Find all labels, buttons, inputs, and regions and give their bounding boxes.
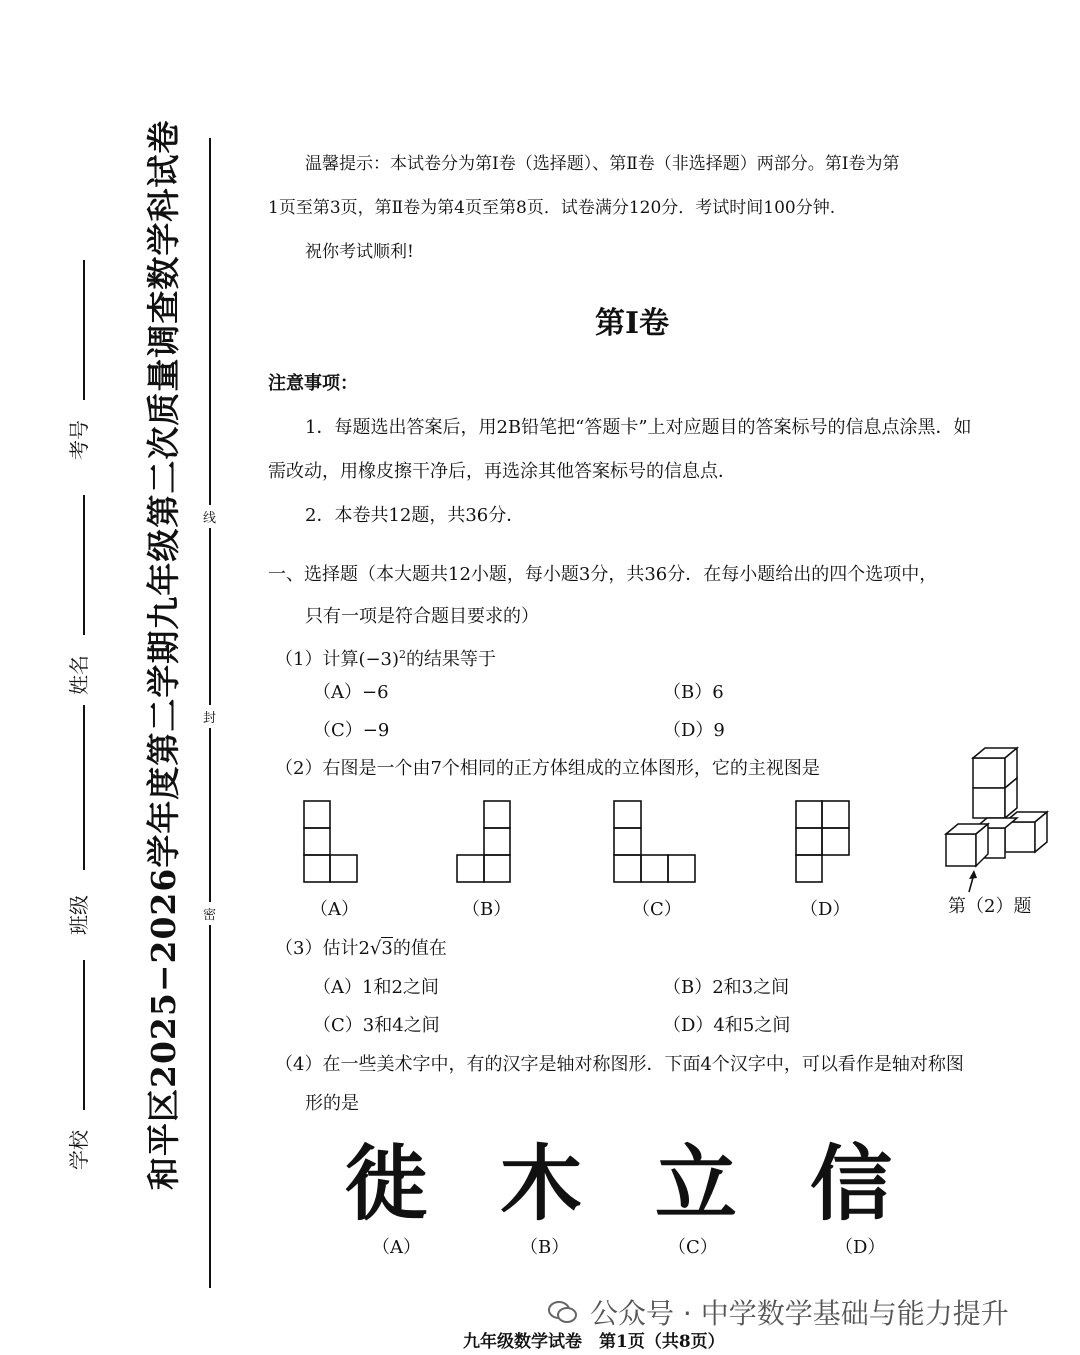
- q3-stem-pre: （3）估计2: [275, 938, 370, 959]
- seal-char-xian: 线: [203, 505, 216, 528]
- q2-figure-caption: 第（2）题: [948, 896, 1032, 917]
- q4-option-c-label: （C）: [668, 1237, 718, 1258]
- q1-option-a: （A）−6: [313, 682, 389, 703]
- tip-line-2: 1页至第3页，第Ⅱ卷为第4页至第8页．试卷满分120分．考试时间100分钟.: [268, 198, 836, 218]
- q2-option-d-label: （D）: [800, 899, 851, 920]
- field-school-label: 学校: [67, 1130, 91, 1170]
- q4-char-a: 徙: [345, 1137, 428, 1232]
- q1-stem-expr: (−3): [358, 649, 400, 670]
- q1-stem-sup: 2: [399, 648, 407, 661]
- q2-option-d-figure: [795, 800, 851, 884]
- part-one-line-1: 一、选择题（本大题共12小题，每小题3分，共36分．在每小题给出的四个选项中，: [268, 564, 938, 585]
- watermark-text: 公众号 · 中学数学基础与能力提升: [590, 1297, 1009, 1330]
- q1-option-d: （D）9: [663, 720, 725, 741]
- notes-item-1-line-2: 需改动，用橡皮擦干净后，再选涂其他答案标号的信息点．: [268, 461, 736, 482]
- q1-stem-pre: （1）计算: [275, 649, 359, 670]
- field-school-line: [83, 960, 85, 1110]
- notes-heading: 注意事项：: [268, 373, 358, 394]
- q4-option-b-label: （B）: [520, 1237, 570, 1258]
- q4-char-c: 立: [655, 1137, 738, 1232]
- q1-option-b: （B）6: [663, 682, 724, 703]
- q3-option-b: （B）2和3之间: [663, 977, 790, 998]
- field-exam-no-line: [83, 260, 85, 400]
- q1-stem: [275, 643, 496, 672]
- tip-line-3: 祝你考试顺利!: [305, 242, 414, 262]
- q4-char-b: 木: [500, 1137, 583, 1232]
- q2-stem: （2）右图是一个由7个相同的正方体组成的立体图形，它的主视图是: [275, 758, 820, 779]
- tip-line-1: 温馨提示：本试卷分为第Ⅰ卷（选择题）、第Ⅱ卷（非选择题）两部分。第Ⅰ卷为第: [305, 154, 900, 174]
- section-title: 第Ⅰ卷: [595, 306, 670, 341]
- wechat-icon: [548, 1299, 578, 1325]
- field-name-line: [83, 495, 85, 635]
- q3-option-a: （A）1和2之间: [313, 977, 439, 998]
- seal-char-mi: 密: [203, 902, 216, 925]
- q2-option-b-figure: [456, 800, 512, 884]
- seal-char-feng: 封: [203, 705, 216, 728]
- q4-option-a-label: （A）: [372, 1237, 421, 1258]
- notes-item-1-line-1: 1．每题选出答案后，用2B铅笔把“答题卡”上对应题目的答案标号的信息点涂黑．如: [305, 417, 972, 438]
- q2-option-b-label: （B）: [462, 899, 512, 920]
- q4-stem-line-2: 形的是: [305, 1093, 359, 1114]
- q1-option-c: （C）−9: [313, 720, 390, 741]
- q3-stem-root: 3: [381, 938, 393, 959]
- q2-option-a-label: （A）: [310, 899, 359, 920]
- sqrt-icon: √: [369, 938, 382, 959]
- q4-stem-line-1: （4）在一些美术字中，有的汉字是轴对称图形．下面4个汉字中，可以看作是轴对称图: [275, 1054, 964, 1075]
- page-footer: 九年级数学试卷 第1页（共8页）: [463, 1332, 725, 1352]
- q3-stem-post: 的值在: [392, 938, 447, 959]
- part-one-line-2: 只有一项是符合题目要求的）: [305, 606, 539, 627]
- field-class-label: 班级: [67, 895, 91, 935]
- q2-solid-figure: [943, 746, 1053, 894]
- q3-stem: [275, 937, 447, 961]
- q3-option-c: （C）3和4之间: [313, 1015, 440, 1036]
- field-exam-no-label: 考号: [67, 420, 91, 460]
- q4-char-d: 信: [810, 1137, 893, 1232]
- exam-title-vertical: 和平区2025−2026学年度第二学期九年级第二次质量调查数学科试卷: [144, 119, 183, 1190]
- q2-option-c-label: （C）: [632, 899, 682, 920]
- q3-option-d: （D）4和5之间: [663, 1015, 791, 1036]
- q1-stem-post: 的结果等于: [406, 649, 497, 670]
- notes-item-2: 2．本卷共12题，共36分．: [305, 505, 525, 526]
- q2-option-c-figure: [613, 800, 697, 884]
- q4-option-d-label: （D）: [835, 1237, 886, 1258]
- field-class-line: [83, 705, 85, 870]
- field-name-label: 姓名: [67, 655, 91, 695]
- q2-option-a-figure: [303, 800, 359, 884]
